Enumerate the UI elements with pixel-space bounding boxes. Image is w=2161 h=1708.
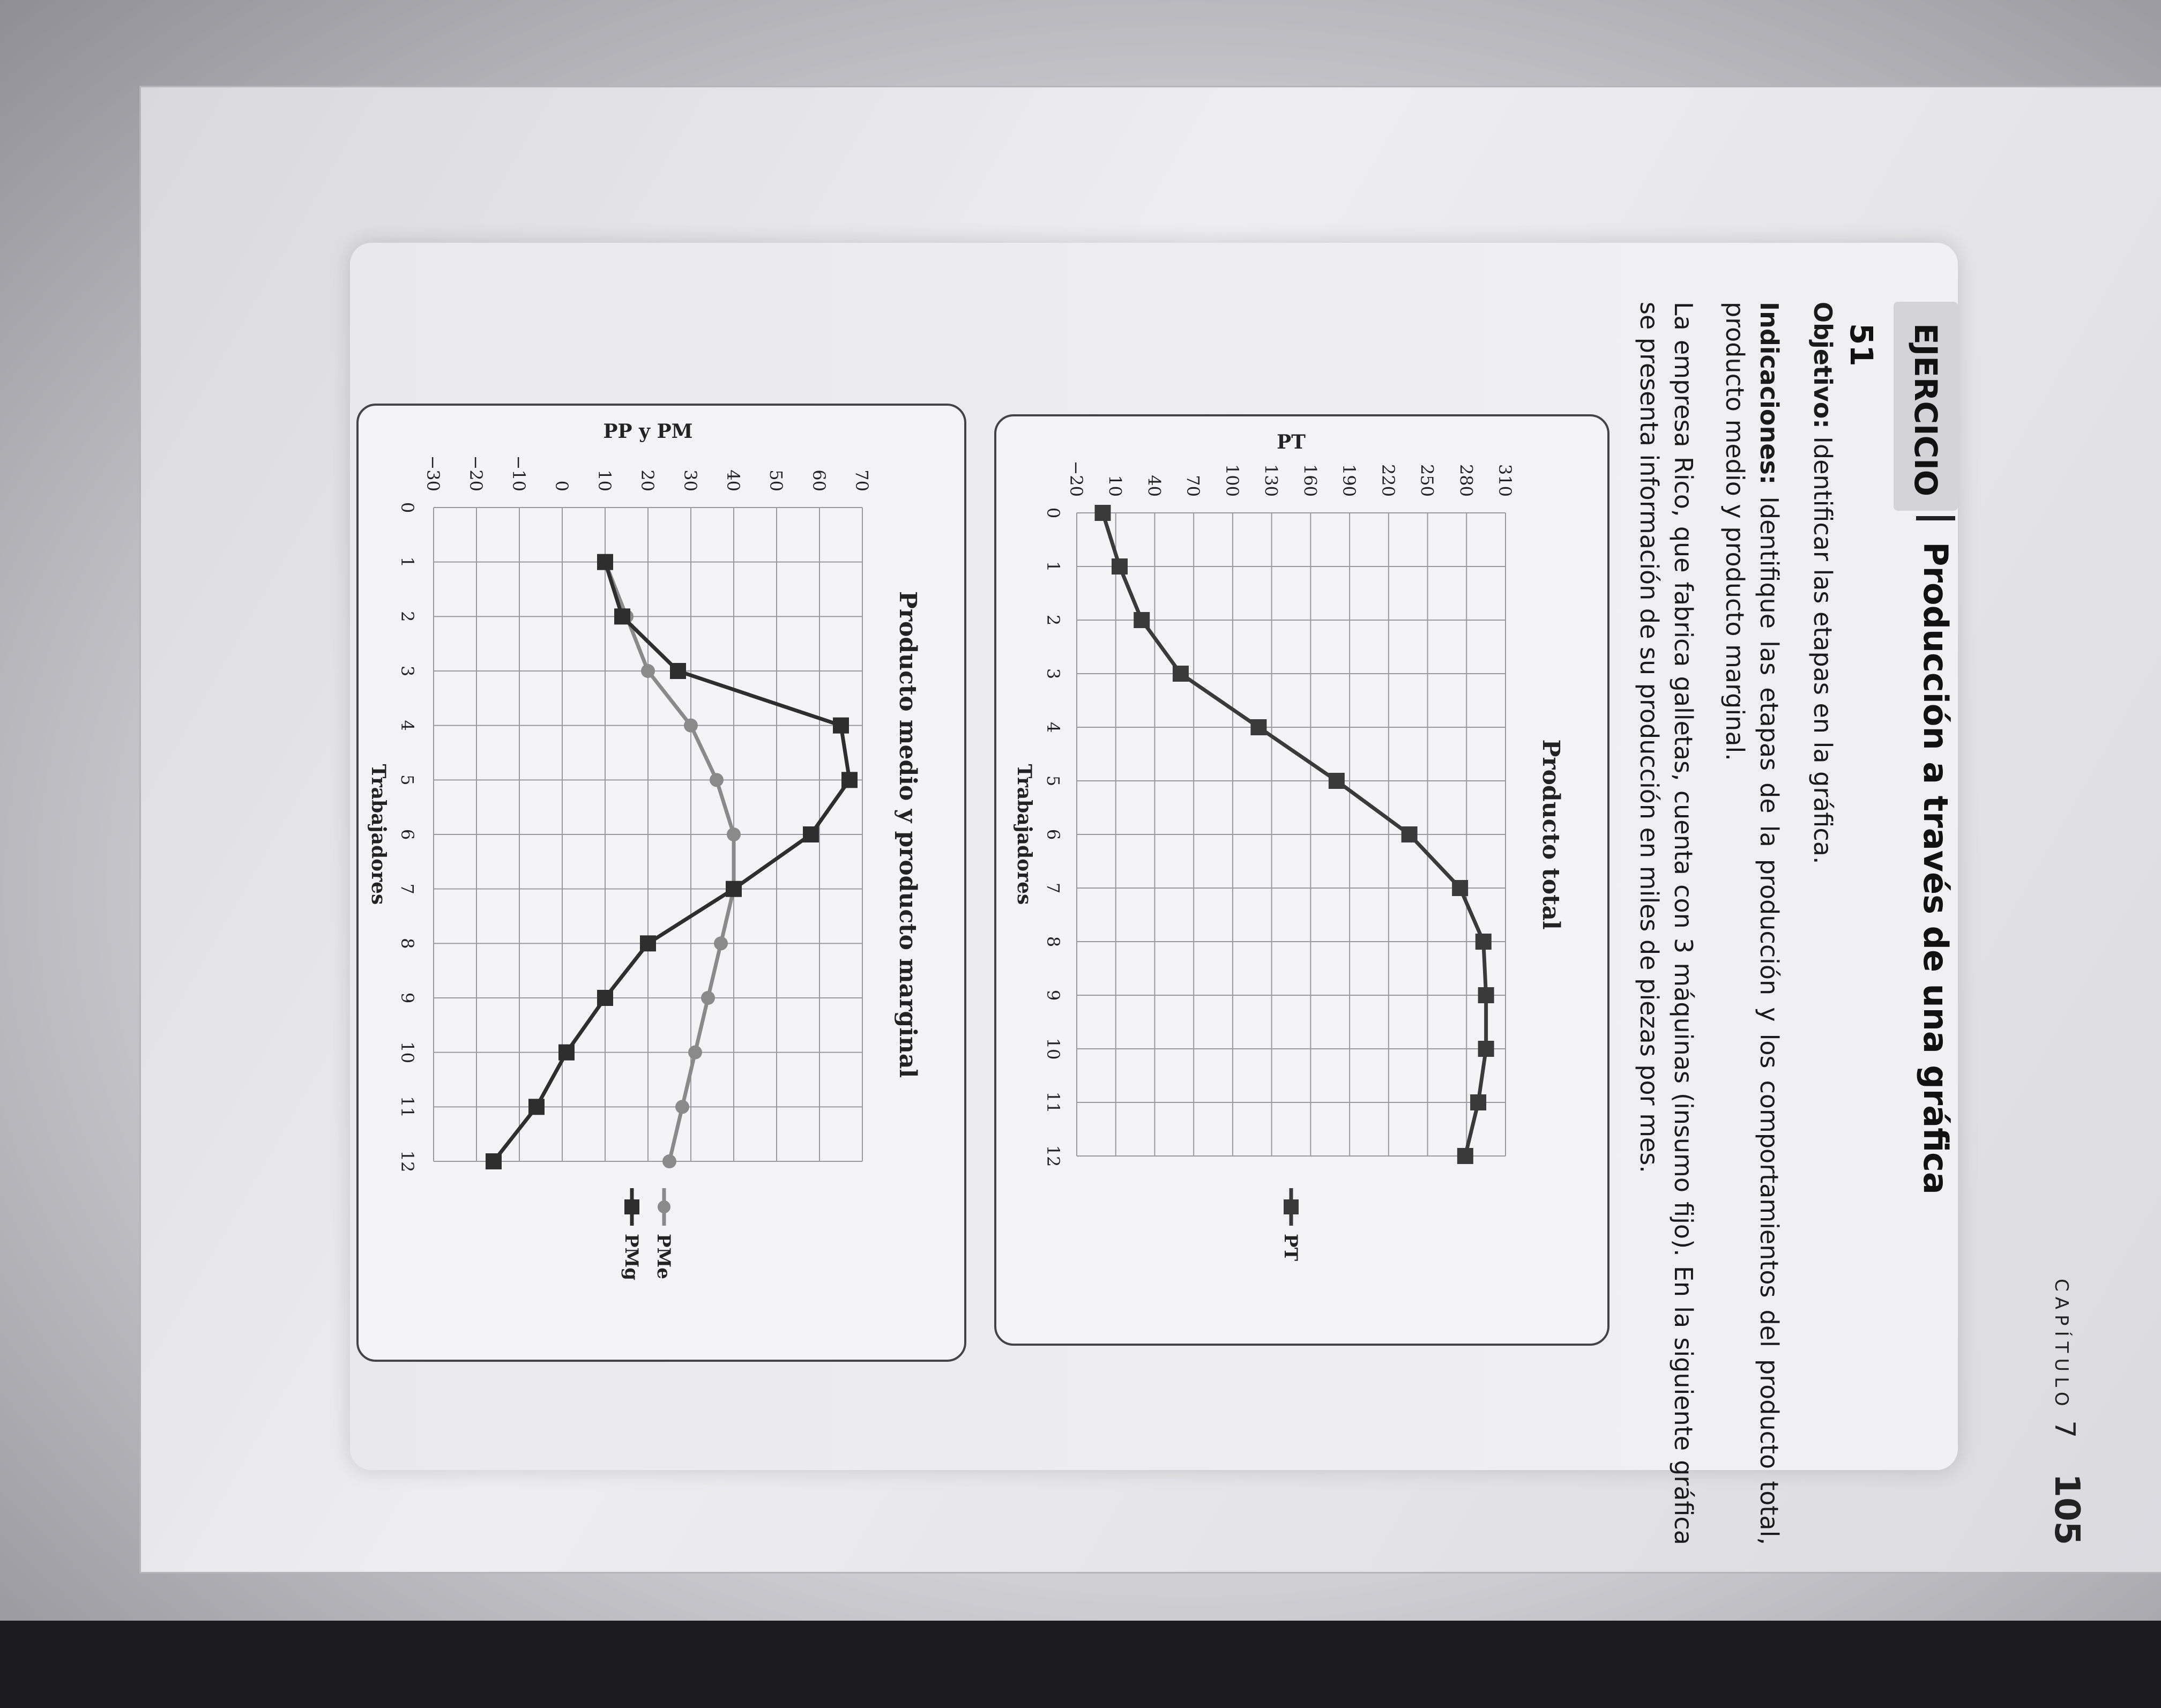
data-point-pt (1250, 719, 1266, 735)
y-tick-label: 160 (1300, 464, 1321, 497)
x-tick-label: 5 (1043, 775, 1063, 787)
data-point-pmg (803, 826, 819, 842)
data-point-pme (688, 1046, 702, 1060)
data-point-pmg (833, 718, 849, 734)
data-point-pt (1112, 558, 1128, 575)
y-tick-label: 10 (594, 469, 615, 491)
data-point-pt (1478, 987, 1494, 1003)
data-point-pmg (486, 1153, 502, 1169)
x-tick-label: 12 (397, 1150, 418, 1173)
objective-label: Objetivo: (1808, 302, 1837, 429)
x-tick-label: 6 (397, 829, 418, 840)
objective-paragraph (1806, 302, 1840, 1545)
legend-swatch-marker (1284, 1199, 1299, 1214)
data-point-pme (714, 936, 728, 950)
data-point-pmg (841, 772, 858, 788)
x-tick-label: 6 (1043, 829, 1063, 840)
y-tick-label: −10 (509, 455, 529, 491)
x-axis-label: Trabajadores (1013, 764, 1035, 905)
x-tick-label: 5 (397, 774, 418, 786)
running-head (2047, 1256, 2087, 1545)
data-point-pt (1173, 666, 1189, 682)
x-tick-label: 10 (397, 1041, 418, 1064)
data-point-pt (1478, 1041, 1494, 1057)
y-tick-label: 20 (637, 469, 658, 491)
y-tick-label: 70 (852, 469, 872, 491)
y-tick-label: 40 (1144, 475, 1165, 497)
chart-title: Producto medio y producto marginal (894, 591, 921, 1078)
y-axis-label: PP y PM (603, 420, 693, 443)
y-tick-label: 280 (1456, 464, 1477, 497)
legend-swatch-marker (624, 1199, 639, 1214)
series-line-pmg (494, 562, 850, 1161)
y-tick-label: 40 (723, 469, 743, 491)
chart-title: Producto total (1537, 739, 1564, 930)
data-point-pme (641, 664, 655, 678)
data-point-pt (1094, 505, 1111, 521)
x-tick-label: 7 (1043, 882, 1063, 894)
y-tick-label: 10 (1105, 475, 1126, 497)
data-point-pme (710, 773, 724, 787)
data-point-pme (701, 991, 715, 1005)
y-tick-label: 220 (1377, 464, 1398, 497)
x-tick-label: 4 (397, 720, 418, 731)
x-tick-label: 1 (1043, 561, 1063, 572)
exercise-title: Producción a través de una gráfica (1916, 516, 1955, 1195)
page-number: 105 (2047, 1473, 2087, 1545)
chart-producto-medio-marginal (359, 406, 964, 1360)
data-point-pmg (558, 1045, 575, 1061)
x-tick-label: 9 (397, 992, 418, 1004)
x-tick-label: 3 (1043, 668, 1063, 680)
y-tick-label: 100 (1221, 464, 1242, 497)
data-point-pmg (640, 935, 656, 951)
chapter-number: 7 (2048, 1420, 2081, 1438)
data-point-pmg (597, 990, 613, 1006)
data-point-pt (1329, 773, 1345, 789)
y-tick-label: 190 (1339, 464, 1360, 497)
y-tick-label: 130 (1261, 464, 1281, 497)
data-point-pt (1402, 826, 1418, 842)
instructions-text: Identifique las etapas de la producción y los comportamientos del producto total, producto medio y producto marginal. (1720, 302, 1784, 1546)
objective-text: Identificar las etapas en la gráfica. (1808, 436, 1837, 864)
legend-label-pmg: PMg (621, 1234, 642, 1280)
instructions-label: Indicaciones: (1755, 302, 1784, 485)
chart-box-medio-marginal (356, 404, 966, 1362)
data-point-pmg (670, 663, 686, 679)
legend-label-pme: PMe (653, 1234, 674, 1279)
data-point-pt (1457, 1148, 1473, 1164)
instructions-paragraph (1718, 302, 1786, 1545)
x-tick-label: 2 (1043, 614, 1063, 626)
device-screen (139, 86, 2161, 1573)
y-tick-label: −20 (1066, 460, 1086, 497)
data-point-pme (684, 719, 698, 733)
legend-label-pt: PT (1280, 1234, 1301, 1261)
y-tick-label: −20 (466, 455, 486, 491)
x-tick-label: 4 (1043, 721, 1063, 733)
data-point-pt (1134, 612, 1150, 628)
data-point-pmg (726, 881, 742, 897)
y-tick-label: 250 (1417, 464, 1437, 497)
data-point-pmg (528, 1099, 545, 1115)
y-axis-label: PT (1277, 431, 1306, 453)
x-tick-label: 11 (1043, 1091, 1063, 1114)
x-axis-label: Trabajadores (367, 764, 390, 905)
x-tick-label: 10 (1043, 1038, 1063, 1060)
y-tick-label: 0 (552, 480, 572, 491)
y-tick-label: 70 (1183, 475, 1204, 497)
series-line-pme (605, 562, 734, 1161)
x-tick-label: 3 (397, 665, 418, 677)
x-tick-label: 9 (1043, 989, 1063, 1001)
x-tick-label: 8 (1043, 936, 1063, 948)
data-point-pme (675, 1100, 689, 1114)
data-point-pme (727, 827, 741, 841)
y-tick-label: 60 (809, 469, 829, 491)
y-tick-label: 50 (766, 469, 786, 491)
legend-swatch-marker (658, 1200, 670, 1213)
data-point-pt (1452, 880, 1468, 896)
x-tick-label: 2 (397, 611, 418, 622)
y-tick-label: 310 (1495, 464, 1515, 497)
x-tick-label: 8 (397, 938, 418, 949)
data-point-pmg (614, 608, 630, 624)
y-tick-label: 30 (680, 469, 701, 491)
chart-producto-total (996, 416, 1607, 1344)
exercise-label: EJERCICIO 51 (1894, 302, 1958, 511)
textbook-page (129, 87, 2161, 1708)
data-point-pt (1470, 1094, 1486, 1110)
x-tick-label: 12 (1043, 1145, 1063, 1167)
x-tick-label: 7 (397, 883, 418, 894)
body-paragraph: La empresa Rico, que fabrica galletas, cuenta con 3 máquinas (insumo fijo). En la siguiente gráfica se presenta información de su producción en miles de piezas por mes. (1635, 302, 1698, 1545)
x-tick-label: 11 (397, 1095, 418, 1118)
y-tick-label: −30 (423, 455, 443, 491)
x-tick-label: 0 (397, 502, 418, 513)
x-tick-label: 1 (397, 556, 418, 568)
chart-box-total (994, 414, 1609, 1346)
data-point-pt (1476, 934, 1492, 950)
x-tick-label: 0 (1043, 507, 1063, 519)
chapter-label: CAPÍTULO (2051, 1278, 2072, 1412)
data-point-pmg (597, 554, 613, 570)
data-point-pme (662, 1154, 676, 1168)
